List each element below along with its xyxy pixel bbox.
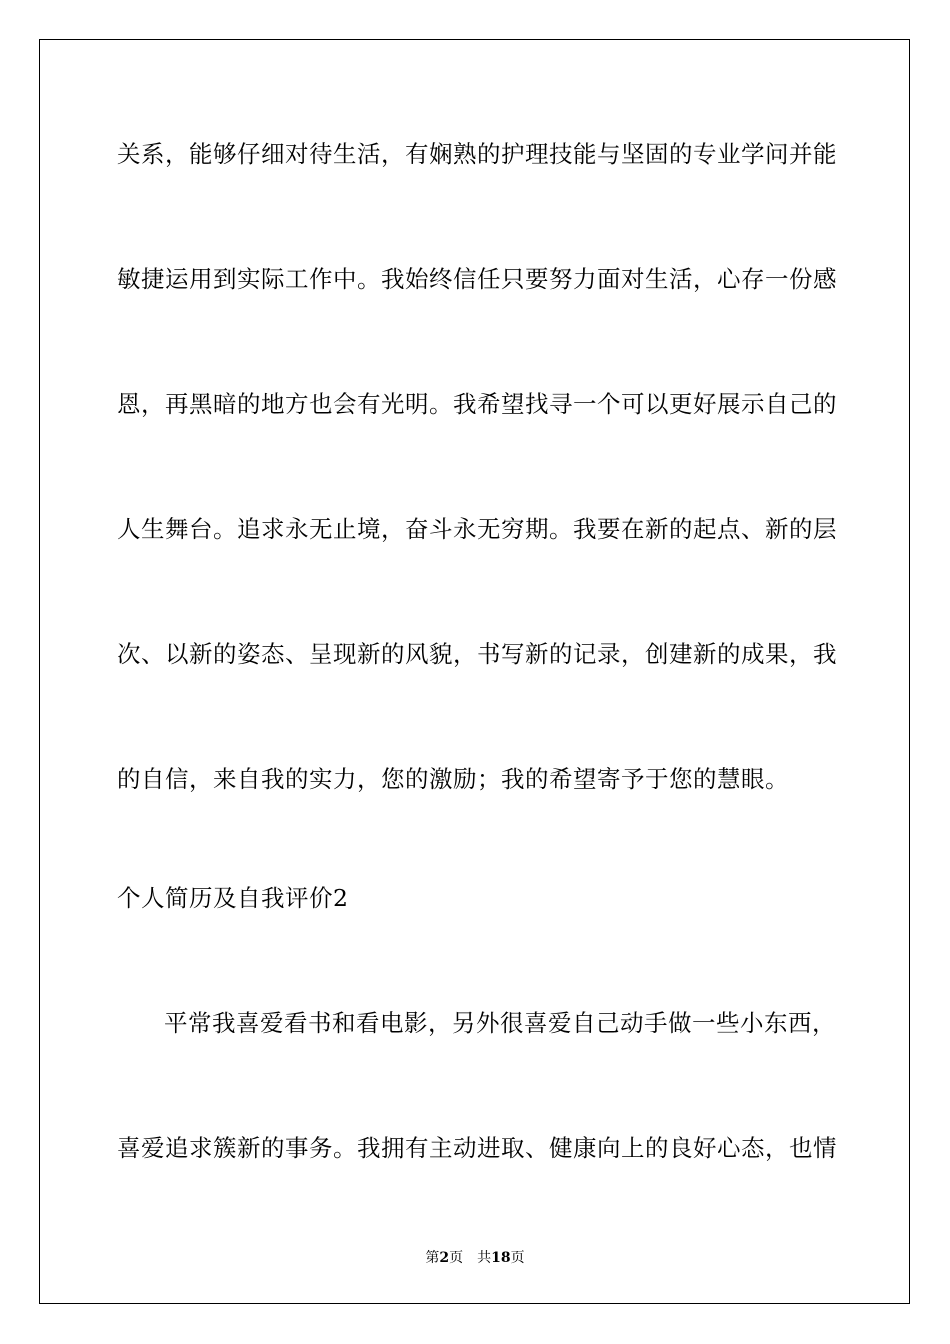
section-line-1: 平常我喜爱看书和看电影，另外很喜爱自己动手做一些小东西，	[164, 1009, 836, 1037]
page-border	[39, 39, 910, 1304]
body-line-6: 的自信，来自我的实力，您的激励；我的希望寄予于您的慧眼。	[117, 765, 789, 793]
page-suffix: 页	[449, 1250, 464, 1266]
body-line-2: 敏捷运用到实际工作中。我始终信任只要努力面对生活，心存一份感	[117, 265, 837, 293]
body-line-5: 次、以新的姿态、呈现新的风貌，书写新的记录，创建新的成果，我	[117, 640, 837, 668]
body-line-4: 人生舞台。追求永无止境，奋斗永无穷期。我要在新的起点、新的层	[117, 515, 837, 543]
total-suffix: 页	[510, 1250, 525, 1266]
page-footer	[0, 1248, 950, 1268]
total-pages: 18	[491, 1250, 511, 1266]
total-prefix: 共	[477, 1250, 492, 1266]
page-prefix: 第	[425, 1250, 440, 1266]
section-line-2: 喜爱追求簇新的事务。我拥有主动进取、健康向上的良好心态，也情	[117, 1134, 837, 1162]
body-line-3: 恩，再黑暗的地方也会有光明。我希望找寻一个可以更好展示自己的	[117, 390, 837, 418]
body-line-1: 关系，能够仔细对待生活，有娴熟的护理技能与坚固的专业学问并能	[117, 140, 837, 168]
page-number: 2	[439, 1250, 450, 1266]
section-heading: 个人简历及自我评价2	[117, 884, 349, 912]
